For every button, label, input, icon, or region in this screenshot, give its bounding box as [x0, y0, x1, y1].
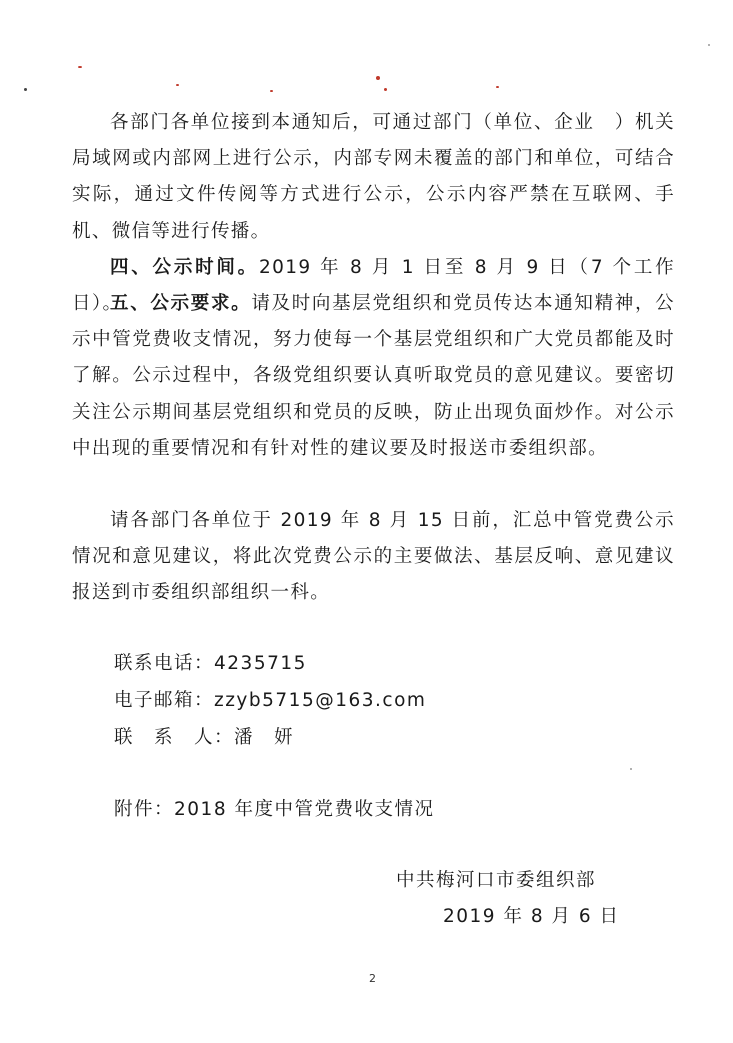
scan-speck — [496, 86, 499, 88]
publicity-requirements-text: 请及时向基层党组织和党员传达本通知精神，公示中管党费收支情况，努力使每一个基层党组织和广大党员都能及时了解。公示过程中，各级党组织要认真听取党员的意见建议。要密切关注公示期间基层党组织和党员的反映，防止出现负面炒作。对公示中出现的重要情况和有针对性的建议要及时报送市委组织部。 — [72, 293, 676, 459]
contact-email-label: 电子邮箱： — [114, 690, 215, 711]
section-heading-publicity-time: 四、公示时间。 — [110, 257, 259, 278]
scan-speck — [78, 66, 82, 68]
publicity-time-text: 2019 年 8 月 1 日至 8 月 9 日（7 个工作日）。 — [72, 257, 676, 315]
attachment-value: 2018 年度中管党费收支情况 — [174, 799, 435, 820]
scan-speck — [384, 88, 387, 91]
scan-speck — [270, 90, 273, 92]
contact-email-value: zzyb5715@163.com — [214, 690, 427, 711]
scan-speck — [708, 44, 710, 46]
signature-organization: 中共梅河口市委组织部 — [396, 870, 597, 891]
scan-speck — [24, 88, 27, 91]
contact-email — [114, 683, 426, 719]
scan-speck — [630, 768, 632, 770]
scan-speck — [176, 84, 179, 86]
contact-person — [114, 720, 294, 756]
contact-person-value: 潘 妍 — [234, 727, 295, 748]
scan-speck — [376, 76, 380, 80]
contact-phone-value: 4235715 — [214, 653, 307, 674]
section-heading-publicity-requirements: 五、公示要求。 — [110, 293, 252, 314]
contact-person-label: 联 系 人： — [114, 727, 235, 748]
body-paragraph-publicity-requirements — [72, 286, 675, 467]
attachment-label: 附件： — [114, 799, 175, 820]
contact-phone-label: 联系电话： — [114, 653, 215, 674]
contact-phone — [114, 646, 307, 682]
body-paragraph-submission-deadline: 请各部门各单位于 2019 年 8 月 15 日前，汇总中管党费公示情况和意见建议，将此次党费公示的主要做法、基层反响、意见建议报送到市委组织部组织一科。 — [72, 510, 675, 604]
body-paragraph-publicity-method: 各部门各单位接到本通知后，可通过部门（单位、企业 ）机关局域网或内部网上进行公示，内部专网未覆盖的部门和单位，可结合实际，通过文件传阅等方式进行公示，公示内容严禁在互联网、手机、微信等进行传播。 — [72, 112, 675, 242]
page-number: 2 — [369, 972, 376, 985]
signature-date: 2019 年 8 月 6 日 — [443, 906, 620, 927]
attachment-line — [114, 792, 434, 828]
